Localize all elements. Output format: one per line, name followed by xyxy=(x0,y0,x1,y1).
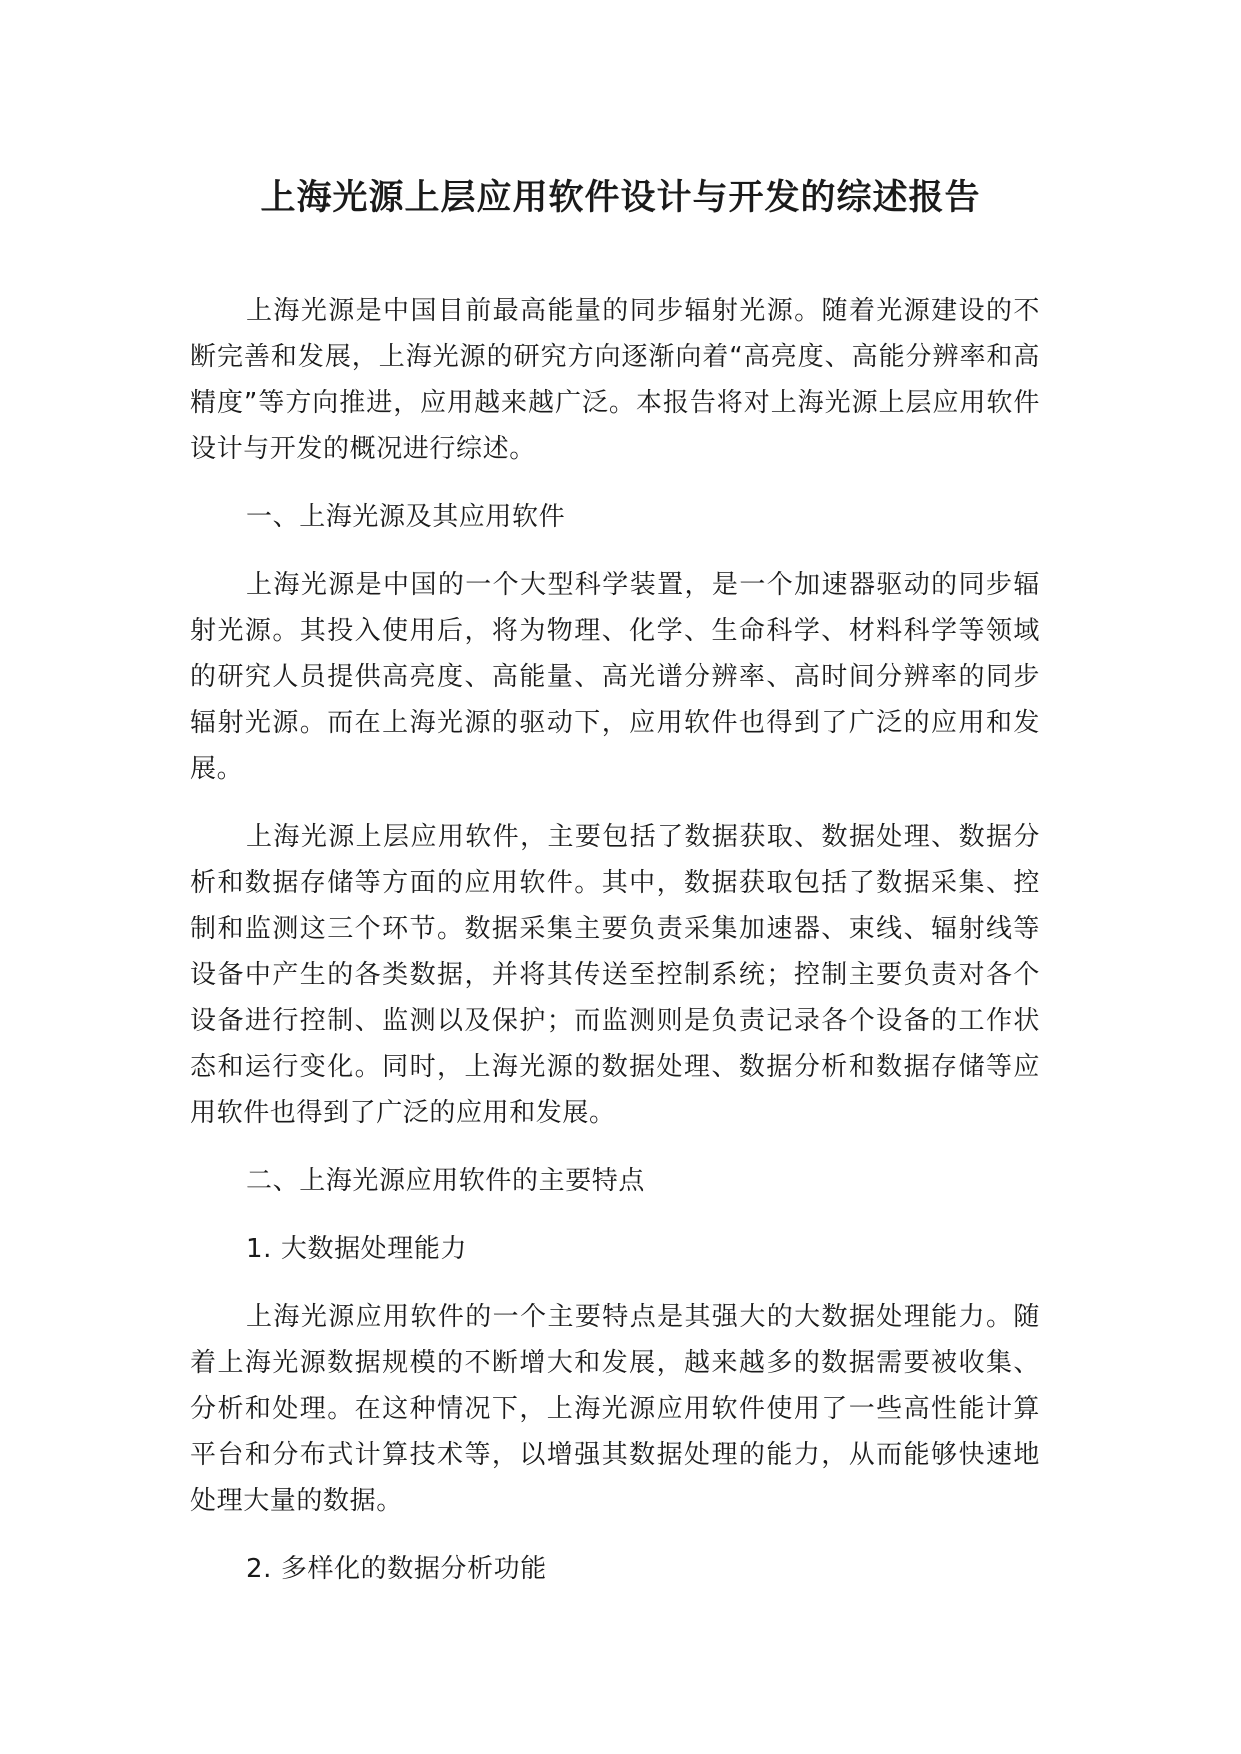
subsection-heading-2-1: 1. 大数据处理能力 xyxy=(246,1234,468,1264)
section-heading-2: 二、上海光源应用软件的主要特点 xyxy=(246,1166,646,1196)
document-title: 上海光源上层应用软件设计与开发的综述报告 xyxy=(260,178,981,218)
subsection-2-1-paragraph: 上海光源应用软件的一个主要特点是其强大的大数据处理能力。随着上海光源数据规模的不断增大和发展，越来越多的数据需要被收集、分析和处理。在这种情况下，上海光源应用软件使用了一些高性能计算平台和分布式计算技术等，以增强其数据处理的能力，从而能够快速地处理大量的数据。 xyxy=(190,1302,1040,1516)
subsection-heading-2-2: 2. 多样化的数据分析功能 xyxy=(246,1554,547,1584)
intro-paragraph: 上海光源是中国目前最高能量的同步辐射光源。随着光源建设的不断完善和发展，上海光源的研究方向逐渐向着“高亮度、高能分辨率和高精度”等方向推进，应用越来越广泛。本报告将对上海光源上层应用软件设计与开发的概况进行综述。 xyxy=(190,296,1040,464)
section-1-paragraph-1: 上海光源是中国的一个大型科学装置，是一个加速器驱动的同步辐射光源。其投入使用后，将为物理、化学、生命科学、材料科学等领域的研究人员提供高亮度、高能量、高光谱分辨率、高时间分辨率的同步辐射光源。而在上海光源的驱动下，应用软件也得到了广泛的应用和发展。 xyxy=(190,570,1040,784)
section-1-paragraph-2: 上海光源上层应用软件，主要包括了数据获取、数据处理、数据分析和数据存储等方面的应用软件。其中，数据获取包括了数据采集、控制和监测这三个环节。数据采集主要负责采集加速器、束线、辐射线等设备中产生的各类数据，并将其传送至控制系统；控制主要负责对各个设备进行控制、监测以及保护；而监测则是负责记录各个设备的工作状态和运行变化。同时，上海光源的数据处理、数据分析和数据存储等应用软件也得到了广泛的应用和发展。 xyxy=(190,822,1040,1128)
document-body xyxy=(190,288,1040,1614)
section-heading-1: 一、上海光源及其应用软件 xyxy=(246,502,566,532)
